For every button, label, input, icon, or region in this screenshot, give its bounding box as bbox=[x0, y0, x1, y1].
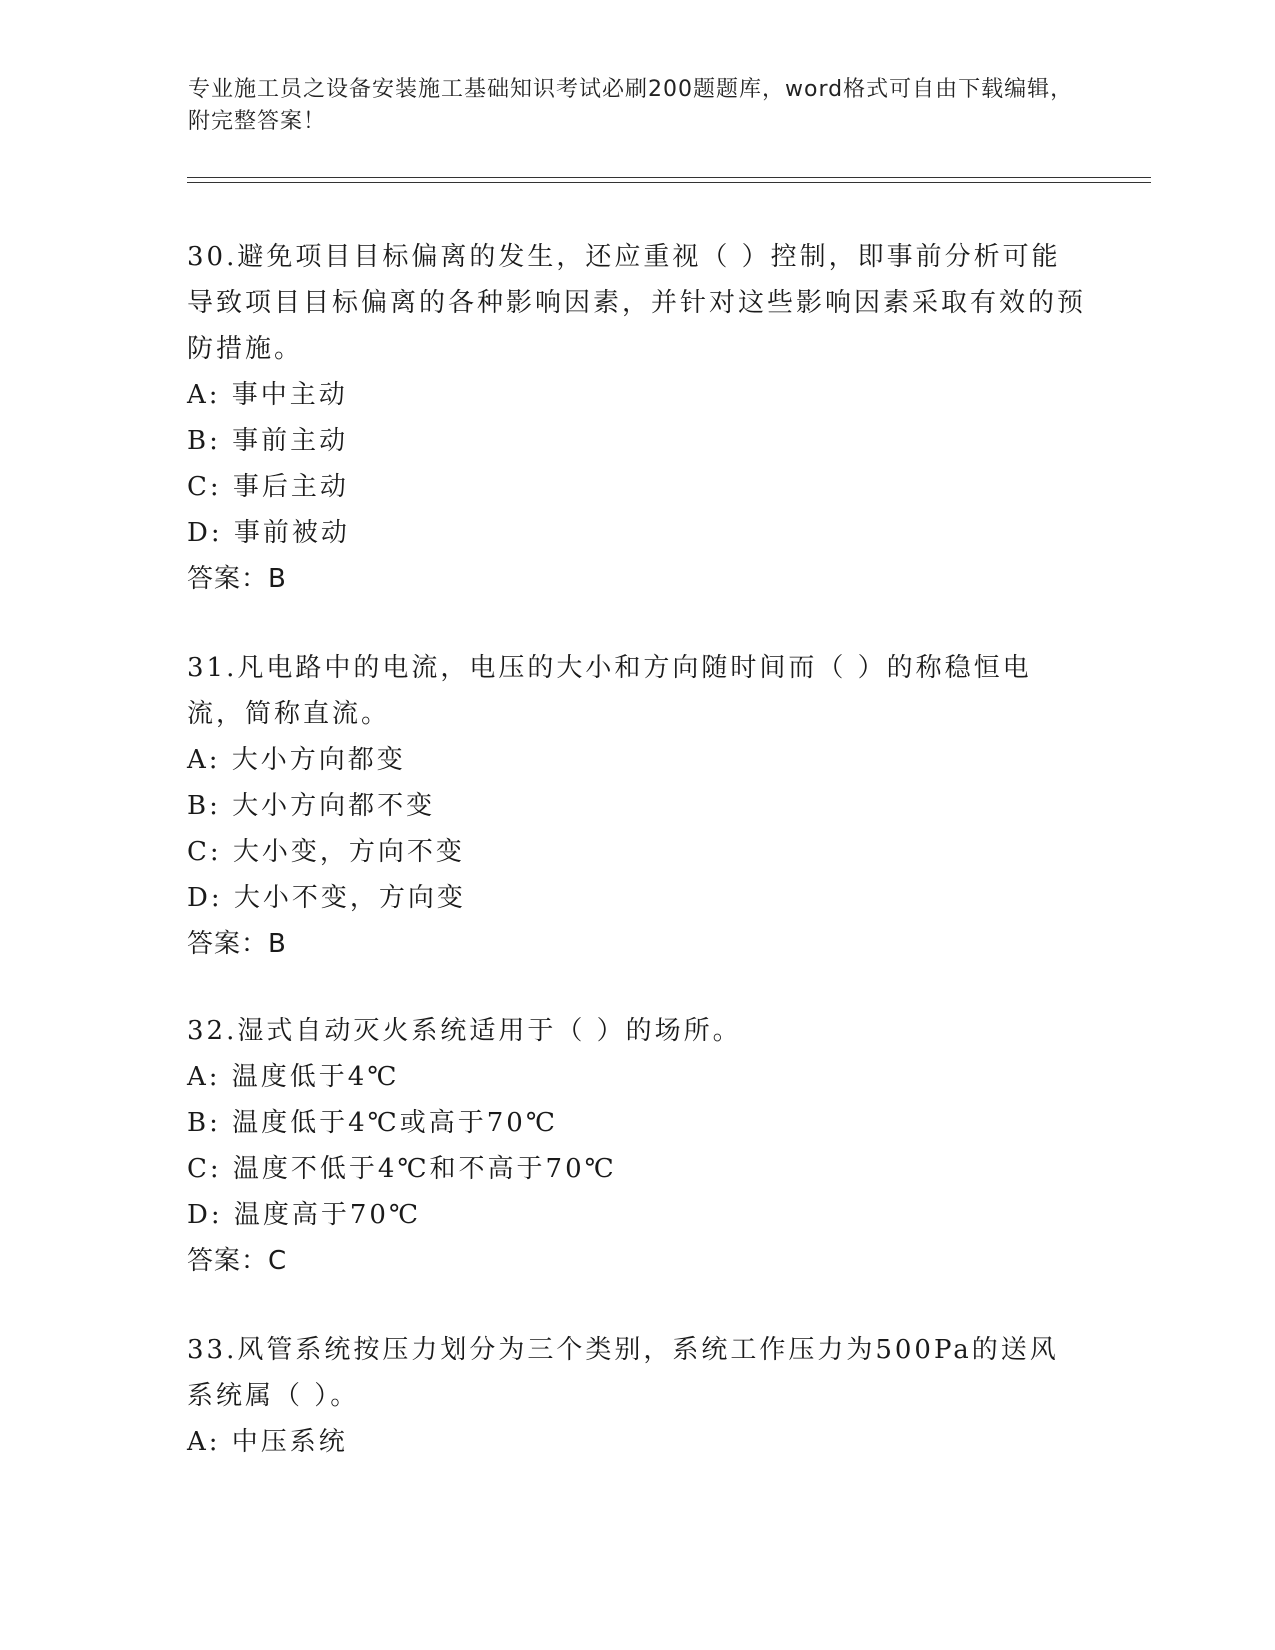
answer-line: 答案：C bbox=[187, 1246, 288, 1276]
option-d: D: 大小不变，方向变 bbox=[187, 883, 466, 913]
question-text: 30.避免项目目标偏离的发生，还应重视（ ）控制，即事前分析可能导致项目目标偏离的各种影响因素，并针对这些影响因素采取有效的预防措施。 bbox=[187, 242, 1087, 364]
header-divider-top bbox=[187, 177, 1151, 178]
option-d: D: 事前被动 bbox=[187, 518, 350, 548]
option-a: A: 中压系统 bbox=[187, 1427, 348, 1457]
question-33 bbox=[187, 1327, 1087, 1465]
question-text: 32.湿式自动灭火系统适用于（ ）的场所。 bbox=[187, 1016, 742, 1046]
option-c: C: 温度不低于4℃和不高于70℃ bbox=[187, 1154, 617, 1184]
answer-line: 答案：B bbox=[187, 929, 287, 959]
document-header: 专业施工员之设备安装施工基础知识考试必刷200题题库，word格式可自由下载编辑，附完整答案！ bbox=[188, 77, 1074, 134]
option-c: C: 大小变，方向不变 bbox=[187, 837, 465, 867]
option-d: D: 温度高于70℃ bbox=[187, 1200, 422, 1230]
answer-line: 答案：B bbox=[187, 564, 287, 594]
option-a: A: 温度低于4℃ bbox=[187, 1062, 400, 1092]
header-divider-bottom bbox=[187, 182, 1151, 183]
question-30 bbox=[187, 234, 1087, 602]
option-a: A: 事中主动 bbox=[187, 380, 348, 410]
question-32 bbox=[187, 1008, 1087, 1284]
question-text: 31.凡电路中的电流，电压的大小和方向随时间而（ ）的称稳恒电流，简称直流。 bbox=[187, 653, 1032, 729]
option-b: B: 事前主动 bbox=[187, 426, 349, 456]
question-text: 33.风管系统按压力划分为三个类别，系统工作压力为500Pa的送风系统属（ ）。 bbox=[187, 1335, 1059, 1411]
option-a: A: 大小方向都变 bbox=[187, 745, 406, 775]
option-b: B: 大小方向都不变 bbox=[187, 791, 436, 821]
question-31 bbox=[187, 645, 1087, 967]
option-b: B: 温度低于4℃或高于70℃ bbox=[187, 1108, 558, 1138]
option-c: C: 事后主动 bbox=[187, 472, 349, 502]
